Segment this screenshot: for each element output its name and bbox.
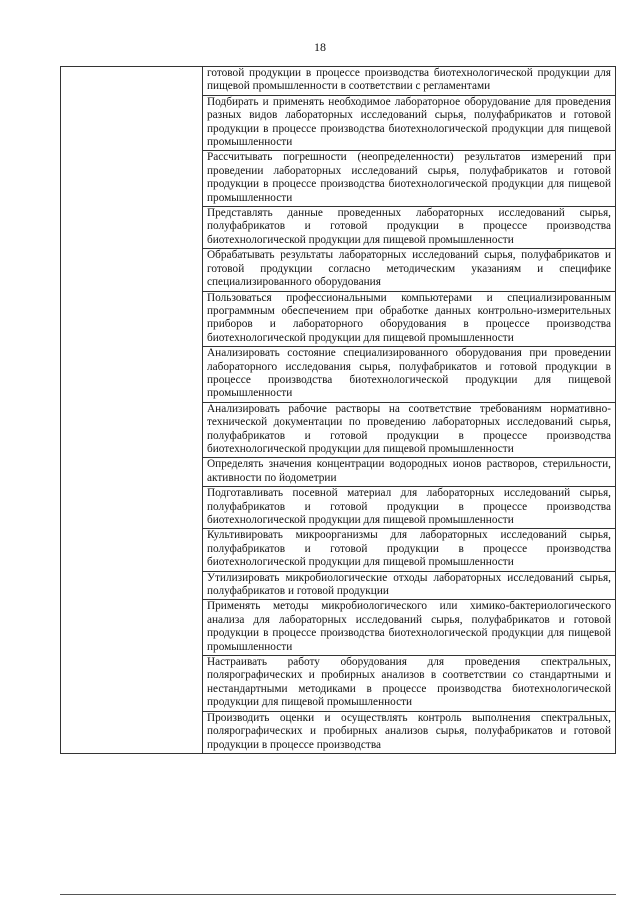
skill-cell: Обрабатывать результаты лабораторных исследований сырья, полуфабрикатов и готовой продукции согласно методическим указаниям и специфике специализированного оборудования xyxy=(203,249,616,291)
skill-cell: Определять значения концентрации водородных ионов растворов, стерильности, активности по йодометрии xyxy=(203,458,616,487)
skill-cell: готовой продукции в процессе производства биотехнологической продукции для пищевой промышленности в соответствии с регламентами xyxy=(203,67,616,96)
skill-cell: Пользоваться профессиональными компьютерами и специализированным программным обеспечением при обработке данных контрольно-измерительных приборов и лабораторного оборудования в процессе производства биотехнологической продукции для пищевой промышленности xyxy=(203,291,616,347)
skill-cell: Подготавливать посевной материал для лабораторных исследований сырья, полуфабрикатов и готовой продукции в процессе производства биотехнологической продукции для пищевой промышленности xyxy=(203,487,616,529)
page-number: 18 xyxy=(314,40,326,54)
skill-cell: Анализировать состояние специализированного оборудования при проведении лабораторного исследования сырья, полуфабрикатов и готовой продукции в процессе производства биотехнологической продукции для пищевой промышленности xyxy=(203,347,616,403)
left-column-cell xyxy=(61,67,203,754)
skill-cell: Культивировать микроорганизмы для лабораторных исследований сырья, полуфабрикатов и готовой продукции в процессе производства биотехнологической продукции для пищевой промышленности xyxy=(203,529,616,571)
skill-cell: Подбирать и применять необходимое лабораторное оборудование для проведения разных видов лабораторных исследований сырья, полуфабрикатов и готовой продукции в процессе производства биотехнологической продукции для пищевой промышленности xyxy=(203,95,616,151)
skill-cell: Представлять данные проведенных лабораторных исследований сырья, полуфабрикатов и готовой продукции в процессе производства биотехнологической продукции для пищевой промышленности xyxy=(203,207,616,249)
skill-cell: Анализировать рабочие растворы на соответствие требованиям нормативно-технической документации по проведению лабораторных исследований сырья, полуфабрикатов и готовой продукции в процессе производства биотехнологической продукции для пищевой промышленности xyxy=(203,402,616,458)
skills-table xyxy=(60,66,616,754)
table-row xyxy=(61,67,616,96)
bottom-rule xyxy=(60,894,616,895)
skill-cell: Утилизировать микробиологические отходы лабораторных исследований сырья, полуфабрикатов и готовой продукции xyxy=(203,571,616,600)
skill-cell: Настраивать работу оборудования для проведения спектральных, полярографических и пробирных анализов в соответствии со стандартными и нестандартными методиками в процессе производства биотехнологической продукции для пищевой промышленности xyxy=(203,656,616,712)
skill-cell: Применять методы микробиологического или химико-бактериологического анализа для лабораторных исследований сырья, полуфабрикатов и готовой продукции в процессе производства биотехнологической продукции для пищевой промышленности xyxy=(203,600,616,656)
skill-cell: Производить оценки и осуществлять контроль выполнения спектральных, полярографических и пробирных анализов сырья, полуфабрикатов и готовой продукции в процессе производства xyxy=(203,711,616,753)
skill-cell: Рассчитывать погрешности (неопределенности) результатов измерений при проведении лабораторных исследований сырья, полуфабрикатов и готовой продукции в процессе производства биотехнологической продукции для пищевой промышленности xyxy=(203,151,616,207)
